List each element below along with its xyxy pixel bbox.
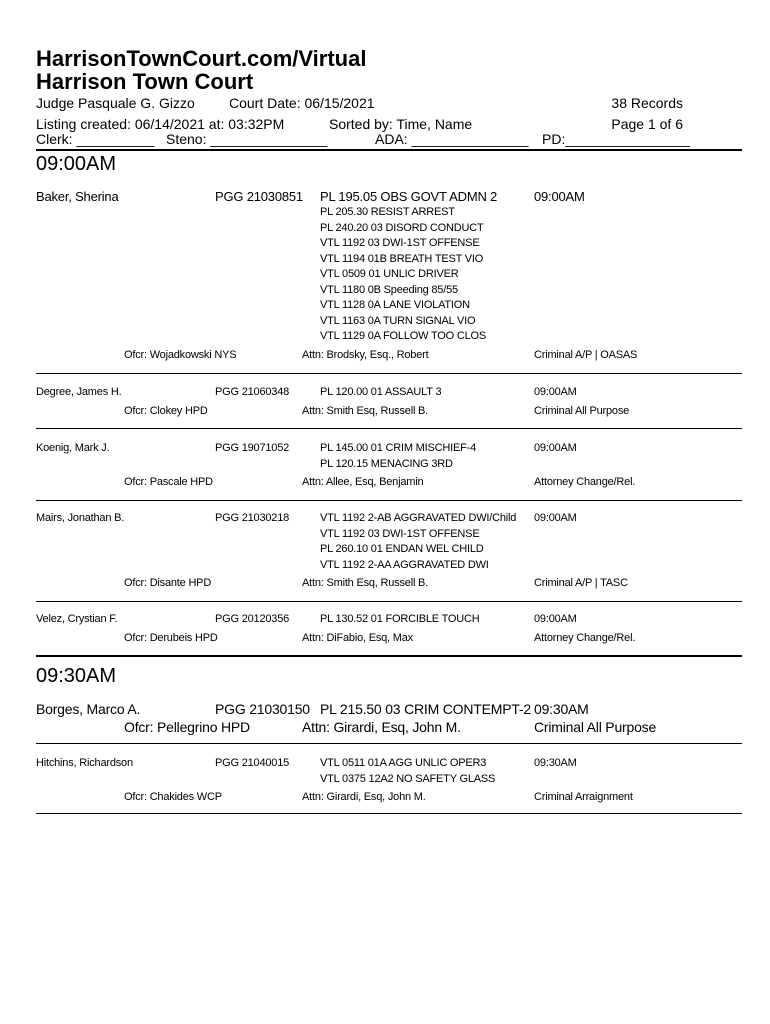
charge: VTL 1180 0B Speeding 85/55 bbox=[320, 283, 458, 296]
appearance-time: 09:30AM bbox=[534, 701, 589, 717]
listing-created: Listing created: 06/14/2021 at: 03:32PM bbox=[36, 116, 285, 132]
appearance-time: 09:00AM bbox=[534, 189, 585, 204]
records-count: 38 Records bbox=[611, 95, 683, 111]
charge: PL 205.30 RESIST ARREST bbox=[320, 206, 455, 218]
charge: VTL 1192 03 DWI-1ST OFFENSE bbox=[320, 237, 480, 249]
officer: Ofcr: Derubeis HPD bbox=[124, 631, 218, 644]
case-number: PGG 21040015 bbox=[215, 757, 290, 769]
time-group-heading: 09:00AM bbox=[36, 153, 117, 175]
case-type: Criminal Arraignment bbox=[534, 791, 633, 803]
appearance-time: 09:00AM bbox=[534, 613, 577, 625]
charge: PL 260.10 01 ENDAN WEL CHILD bbox=[320, 543, 484, 555]
charge: VTL 1192 03 DWI-1ST OFFENSE bbox=[320, 527, 480, 540]
attorney: Attn: Brodsky, Esq., Robert bbox=[302, 348, 429, 361]
charge: PL 240.20 03 DISORD CONDUCT bbox=[320, 221, 484, 234]
charge: PL 120.00 01 ASSAULT 3 bbox=[320, 386, 442, 398]
charge: VTL 1194 01B BREATH TEST VIO bbox=[320, 252, 484, 265]
charge: PL 145.00 01 CRIM MISCHIEF-4 bbox=[320, 442, 476, 454]
case-divider bbox=[36, 428, 742, 429]
charge: VTL 1129 0A FOLLOW TOO CLOS bbox=[320, 330, 486, 342]
officer: Ofcr: Clokey HPD bbox=[124, 404, 208, 417]
defendant-name: Hitchins, Richardson bbox=[36, 757, 133, 769]
case-entry bbox=[36, 385, 742, 419]
case-number: PGG 20120356 bbox=[215, 613, 290, 625]
case-type: Criminal A/P | TASC bbox=[534, 577, 628, 589]
pd-field: PD:________________ bbox=[542, 131, 690, 147]
charge: VTL 0511 01A AGG UNLIC OPER3 bbox=[320, 757, 487, 769]
charge: VTL 0509 01 UNLIC DRIVER bbox=[320, 268, 459, 280]
defendant-name: Baker, Sherina bbox=[36, 189, 119, 204]
sorted-by: Sorted by: Time, Name bbox=[329, 116, 473, 132]
case-number: PGG 21060348 bbox=[215, 386, 290, 398]
attorney: Attn: Girardi, Esq, John M. bbox=[302, 791, 426, 803]
case-type: Criminal All Purpose bbox=[534, 404, 630, 417]
attorney: Attn: Girardi, Esq, John M. bbox=[302, 718, 461, 735]
charge: VTL 1163 0A TURN SIGNAL VIO bbox=[320, 314, 476, 327]
charge: VTL 0375 12A2 NO SAFETY GLASS bbox=[320, 772, 496, 785]
case-entry bbox=[36, 511, 742, 592]
appearance-time: 09:00AM bbox=[534, 442, 577, 454]
charge: PL 215.50 03 CRIM CONTEMPT-2 bbox=[320, 701, 531, 717]
case-divider bbox=[36, 500, 742, 501]
header-divider bbox=[36, 149, 742, 151]
case-type: Attorney Change/Rel. bbox=[534, 476, 636, 488]
appearance-time: 09:00AM bbox=[534, 512, 577, 524]
attorney: Attn: Smith Esq, Russell B. bbox=[302, 404, 429, 417]
charge: PL 195.05 OBS GOVT ADMN 2 bbox=[320, 189, 498, 204]
officer: Ofcr: Chakides WCP bbox=[124, 791, 222, 803]
case-divider bbox=[36, 813, 742, 814]
attorney: Attn: Allee, Esq, Benjamin bbox=[302, 476, 424, 488]
officer: Ofcr: Disante HPD bbox=[124, 577, 212, 589]
judge-name: Judge Pasquale G. Gizzo bbox=[36, 95, 195, 111]
clerk-field: Clerk: __________ bbox=[36, 131, 155, 147]
defendant-name: Degree, James H. bbox=[36, 386, 122, 398]
case-entry bbox=[36, 756, 742, 806]
case-type: Attorney Change/Rel. bbox=[534, 631, 636, 644]
charge: VTL 1192 2-AA AGGRAVATED DWI bbox=[320, 558, 489, 571]
attorney: Attn: Smith Esq, Russell B. bbox=[302, 577, 429, 589]
case-entry bbox=[36, 701, 742, 736]
officer: Ofcr: Pascale HPD bbox=[124, 476, 213, 488]
defendant-name: Borges, Marco A. bbox=[36, 701, 141, 717]
steno-field: Steno: _______________ bbox=[166, 131, 328, 147]
case-number: PGG 21030218 bbox=[215, 512, 290, 524]
charge: PL 120.15 MENACING 3RD bbox=[320, 457, 453, 470]
case-number: PGG 21030150 bbox=[215, 701, 310, 717]
case-divider bbox=[36, 601, 742, 602]
site-title: HarrisonTownCourt.com/Virtual bbox=[36, 46, 367, 71]
officer: Ofcr: Pellegrino HPD bbox=[124, 718, 250, 735]
page-number: Page 1 of 6 bbox=[611, 116, 683, 132]
case-divider bbox=[36, 373, 742, 374]
time-group-heading: 09:30AM bbox=[36, 665, 117, 687]
case-entry bbox=[36, 441, 742, 491]
defendant-name: Mairs, Jonathan B. bbox=[36, 512, 125, 524]
group-divider bbox=[36, 655, 742, 657]
case-entry bbox=[36, 612, 742, 646]
charge: VTL 1128 0A LANE VIOLATION bbox=[320, 299, 470, 311]
court-date: Court Date: 06/15/2021 bbox=[229, 95, 375, 111]
case-entry bbox=[36, 189, 742, 363]
charge: PL 130.52 01 FORCIBLE TOUCH bbox=[320, 613, 480, 625]
case-type: Criminal All Purpose bbox=[534, 718, 657, 735]
case-type: Criminal A/P | OASAS bbox=[534, 348, 638, 361]
defendant-name: Koenig, Mark J. bbox=[36, 442, 110, 454]
officer: Ofcr: Wojadkowski NYS bbox=[124, 348, 237, 361]
appearance-time: 09:30AM bbox=[534, 757, 577, 769]
court-name: Harrison Town Court bbox=[36, 69, 254, 94]
case-number: PGG 21030851 bbox=[215, 189, 303, 204]
charge: VTL 1192 2-AB AGGRAVATED DWI/Child bbox=[320, 512, 517, 524]
case-number: PGG 19071052 bbox=[215, 442, 290, 454]
attorney: Attn: DiFabio, Esq, Max bbox=[302, 631, 413, 644]
case-divider bbox=[36, 743, 742, 744]
appearance-time: 09:00AM bbox=[534, 386, 577, 398]
defendant-name: Velez, Crystian F. bbox=[36, 613, 118, 625]
ada-field: ADA: _______________ bbox=[375, 131, 529, 147]
